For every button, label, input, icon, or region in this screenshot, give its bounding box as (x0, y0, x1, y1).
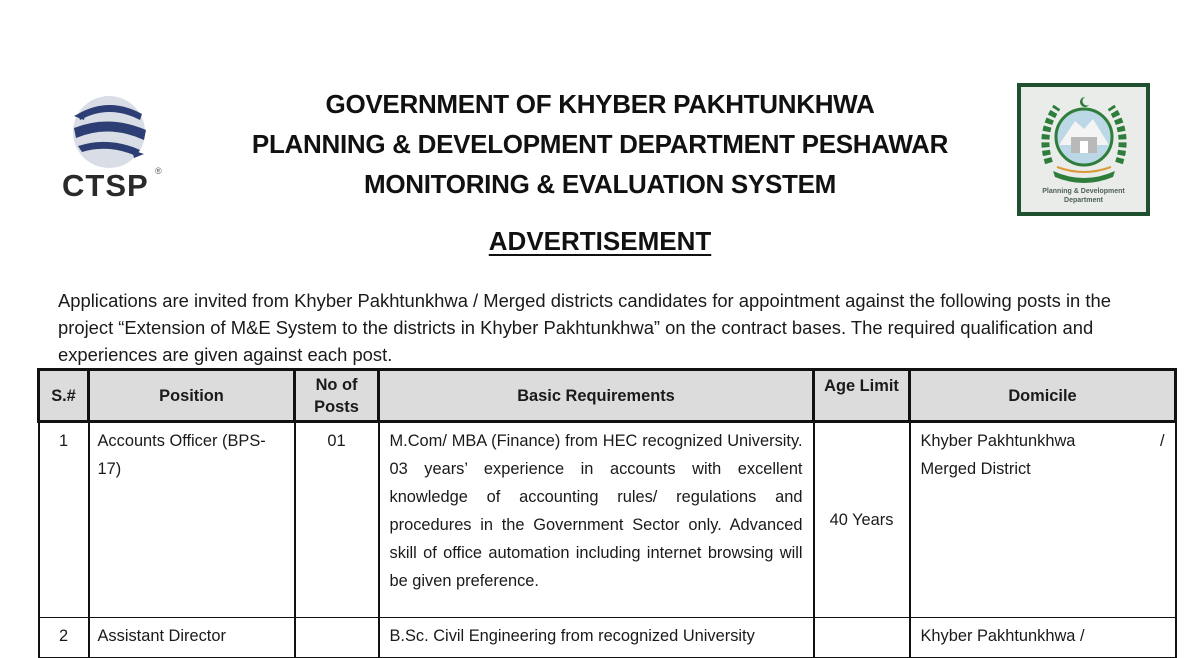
document-header (200, 84, 1000, 204)
header-line-government: GOVERNMENT OF KHYBER PAKHTUNKHWA (325, 89, 875, 119)
domicile-merged: Merged District (920, 460, 1031, 478)
header-age-limit: Age Limit (814, 370, 910, 422)
cell-posts: 01 (295, 422, 379, 618)
pnd-logo-caption: Planning & Development Department (1042, 188, 1125, 204)
cell-position: Accounts Officer (BPS-17) (89, 422, 295, 618)
advertisement-title (0, 226, 1200, 257)
table-row (39, 422, 1176, 618)
cell-domicile (910, 422, 1176, 618)
cell-requirements: B.Sc. Civil Engineering from recognized University (379, 618, 814, 658)
kp-emblem-icon (1035, 93, 1133, 185)
advertisement-title-text: ADVERTISEMENT (488, 226, 712, 256)
posts-table (37, 368, 1177, 658)
header-domicile: Domicile (910, 370, 1176, 422)
cell-sno: 2 (39, 618, 89, 658)
header-sno: S.# (39, 370, 89, 422)
registered-mark: ® (155, 166, 162, 176)
cell-position: Assistant Director (89, 618, 295, 658)
ctsp-logo (58, 92, 168, 207)
cell-posts (295, 618, 379, 658)
intro-paragraph: Applications are invited from Khyber Pakhtunkhwa / Merged districts candidates for appointment against the following posts in the project “Extension of M&E System to the districts in Khyber Pakhtunkhwa” on the contract bases. The required qualification and experiences are given against each post. (58, 290, 1111, 365)
cell-age-limit (814, 618, 910, 658)
cell-sno: 1 (39, 422, 89, 618)
cell-requirements: M.Com/ MBA (Finance) from HEC recognized University. 03 years’ experience in accounts with excellent knowledge of accounting rules/ regulations and procedures in the Government Sector only. Advanced skill of office automation including internet browsing will be given preference. (379, 422, 814, 618)
ctsp-wordmark: CTSP (62, 168, 149, 203)
header-requirements: Basic Requirements (379, 370, 814, 422)
globe-arrows-icon (64, 92, 154, 172)
pnd-department-logo (1017, 83, 1150, 216)
header-posts: No of Posts (295, 370, 379, 422)
cell-age-limit: 40 Years (814, 422, 910, 618)
table-header-row (39, 370, 1176, 422)
header-line-system: MONITORING & EVALUATION SYSTEM (363, 169, 836, 199)
domicile-province: Khyber Pakhtunkhwa (920, 432, 1076, 450)
header-position: Position (89, 370, 295, 422)
domicile-separator: / (1159, 432, 1165, 450)
table-row (39, 618, 1176, 658)
cell-domicile: Khyber Pakhtunkhwa / (910, 618, 1176, 658)
header-line-department: PLANNING & DEVELOPMENT DEPARTMENT PESHAWAR (251, 129, 949, 159)
